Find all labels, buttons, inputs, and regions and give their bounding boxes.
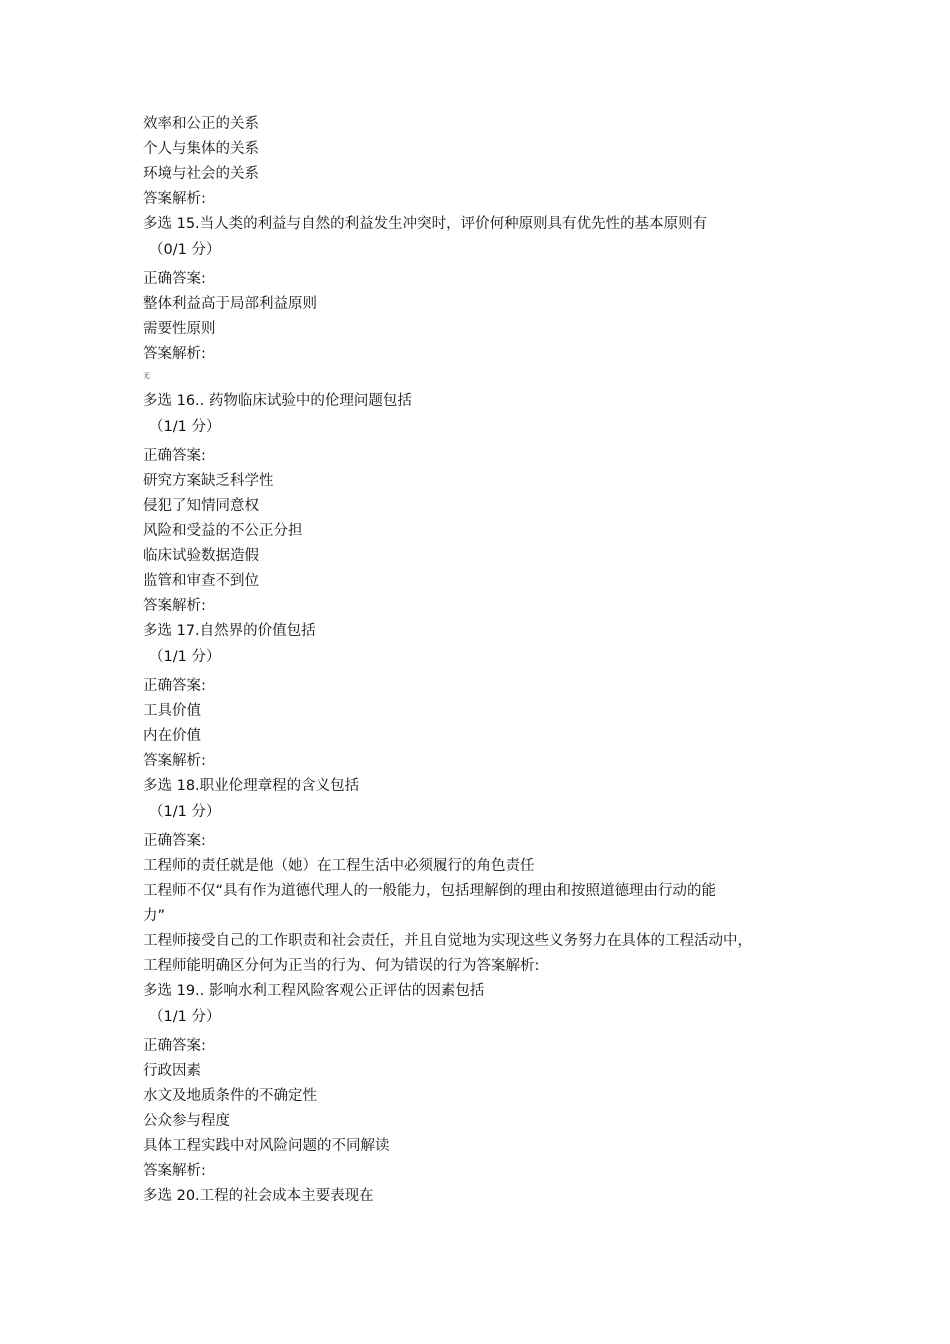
correct-answer-label: 正确答案: [143,678,206,694]
answer-analysis-label: 答案解析: [143,753,206,769]
question-18-title: 多选 18.职业伦理章程的含义包括 [143,778,360,794]
answer-analysis-label: 答案解析: [143,191,206,207]
option-text: 风险和受益的不公正分担 [143,523,303,539]
option-text: 整体利益高于局部利益原则 [143,296,317,312]
option-text: 侵犯了知情同意权 [143,498,259,514]
option-text: 行政因素 [143,1063,201,1079]
option-text: 工程师的责任就是他（她）在工程生活中必须履行的角色责任 [143,858,535,874]
option-text: 水文及地质条件的不确定性 [143,1088,317,1104]
answer-analysis-label: 答案解析: [143,598,206,614]
question-16-score: （1/1 分） [149,419,221,435]
question-20-title: 多选 20.工程的社会成本主要表现在 [143,1188,374,1204]
question-15-score: （0/1 分） [149,242,221,258]
question-19-score: （1/1 分） [149,1009,221,1025]
option-text: 需要性原则 [143,321,216,337]
option-text: 力” [143,908,166,924]
question-16-title: 多选 16.. 药物临床试验中的伦理问题包括 [143,393,412,409]
question-19-title: 多选 19.. 影响水利工程风险客观公正评估的因素包括 [143,983,485,999]
option-text: 具体工程实践中对风险问题的不同解读 [143,1138,390,1154]
correct-answer-label: 正确答案: [143,448,206,464]
option-text: 环境与社会的关系 [143,166,259,182]
option-text: 内在价值 [143,728,201,744]
option-text: 工程师接受自己的工作职责和社会责任，并且自觉地为实现这些义务努力在具体的工程活动中， [143,933,752,949]
correct-answer-label: 正确答案: [143,833,206,849]
option-text: 临床试验数据造假 [143,548,259,564]
option-text: 效率和公正的关系 [143,116,259,132]
question-17-title: 多选 17.自然界的价值包括 [143,623,316,639]
option-text: 个人与集体的关系 [143,141,259,157]
option-text: 公众参与程度 [143,1113,230,1129]
option-text: 工程师不仅“具有作为道德代理人的一般能力，包括理解倒的理由和按照道德理由行动的能 [143,883,717,899]
option-text: 工程师能明确区分何为正当的行为、何为错误的行为答案解析: [143,958,540,974]
question-17-score: （1/1 分） [149,649,221,665]
option-text: 工具价值 [143,703,201,719]
answer-analysis-label: 答案解析: [143,1163,206,1179]
option-text: 监管和审查不到位 [143,573,259,589]
question-15-title: 多选 15.当人类的利益与自然的利益发生冲突时，评价何种原则具有优先性的基本原则有 [143,216,708,232]
question-18-score: （1/1 分） [149,804,221,820]
option-text: 研究方案缺乏科学性 [143,473,274,489]
analysis-text: 无 [143,372,150,380]
correct-answer-label: 正确答案: [143,1038,206,1054]
answer-analysis-label: 答案解析: [143,346,206,362]
correct-answer-label: 正确答案: [143,271,206,287]
